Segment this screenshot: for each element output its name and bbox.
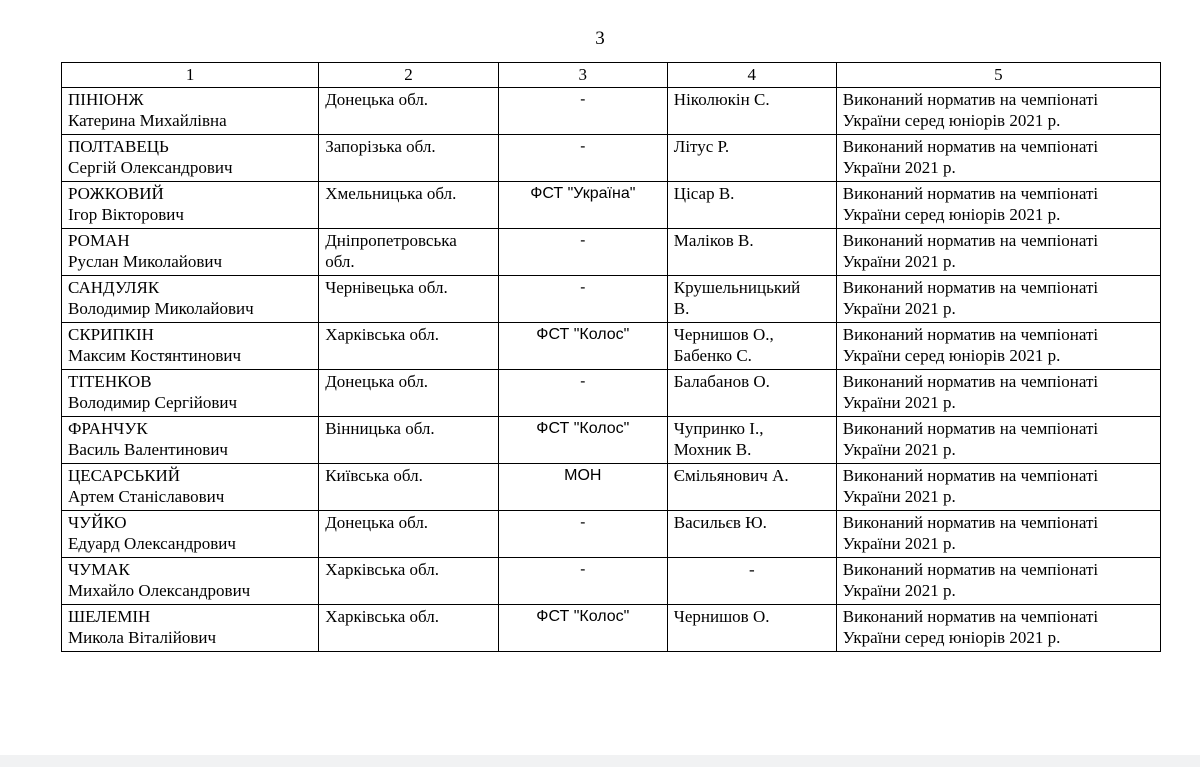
- table-row: [62, 605, 1161, 652]
- coach-cell: [667, 229, 836, 276]
- note-text: Виконаний норматив на чемпіонаті: [842, 90, 1099, 109]
- viewer-bottom-bar: [0, 755, 1200, 767]
- athlete-surname: РОЖКОВИЙ: [68, 184, 164, 203]
- note-cell: [836, 229, 1160, 276]
- note-cell: [836, 511, 1160, 558]
- organization-cell: [498, 417, 667, 464]
- page-number: 3: [595, 28, 605, 49]
- column-header: 3: [498, 63, 667, 88]
- table-row: [62, 558, 1161, 605]
- note-text: Виконаний норматив на чемпіонаті: [842, 607, 1099, 626]
- note-text: України 2021 р.: [842, 487, 956, 506]
- region-cell: [319, 323, 499, 370]
- athlete-surname: СКРИПКІН: [68, 325, 154, 344]
- note-text: України 2021 р.: [842, 393, 956, 412]
- region-cell: [319, 88, 499, 135]
- organization-cell: [498, 323, 667, 370]
- athlete-given-names: Едуард Олександрович: [68, 534, 236, 553]
- region-cell: [319, 464, 499, 511]
- coach-text: Балабанов О.: [673, 372, 770, 391]
- table-row: [62, 182, 1161, 229]
- note-text: України серед юніорів 2021 р.: [842, 205, 1061, 224]
- region-cell: [319, 182, 499, 229]
- note-text: Виконаний норматив на чемпіонаті: [842, 513, 1099, 532]
- note-cell: [836, 88, 1160, 135]
- organization-cell: [498, 88, 667, 135]
- athlete-surname: ПОЛТАВЕЦЬ: [68, 137, 169, 156]
- coach-text: Васильєв Ю.: [673, 513, 767, 532]
- note-text: Виконаний норматив на чемпіонаті: [842, 278, 1099, 297]
- note-text: Виконаний норматив на чемпіонаті: [842, 372, 1099, 391]
- region-cell: [319, 370, 499, 417]
- table-row: [62, 135, 1161, 182]
- athlete-given-names: Максим Костянтинович: [68, 346, 242, 365]
- organization-text: ФСТ "Колос": [536, 608, 630, 625]
- athlete-given-names: Володимир Сергійович: [68, 393, 238, 412]
- note-cell: [836, 135, 1160, 182]
- note-text: України 2021 р.: [842, 581, 956, 600]
- athlete-table: [61, 62, 1161, 652]
- coach-text: Літус Р.: [673, 137, 730, 156]
- organization-text: -: [580, 279, 586, 296]
- athlete-surname: ТІТЕНКОВ: [68, 372, 152, 391]
- table-row: [62, 323, 1161, 370]
- athlete-name-cell: [62, 605, 319, 652]
- table-row: [62, 229, 1161, 276]
- region-text: Чернівецька обл.: [325, 278, 448, 297]
- region-cell: [319, 605, 499, 652]
- coach-text: В.: [673, 299, 690, 318]
- region-cell: [319, 135, 499, 182]
- organization-cell: [498, 182, 667, 229]
- note-text: Виконаний норматив на чемпіонаті: [842, 466, 1099, 485]
- note-text: України 2021 р.: [842, 252, 956, 271]
- organization-text: ФСТ "Україна": [530, 185, 636, 202]
- region-text: Харківська обл.: [325, 607, 439, 626]
- coach-cell: [667, 88, 836, 135]
- athlete-name-cell: [62, 417, 319, 464]
- note-cell: [836, 370, 1160, 417]
- region-text: Хмельницька обл.: [325, 184, 457, 203]
- organization-text: -: [580, 91, 586, 108]
- coach-cell: [667, 135, 836, 182]
- note-cell: [836, 417, 1160, 464]
- table-row: [62, 417, 1161, 464]
- organization-text: -: [580, 561, 586, 578]
- coach-text: Ємільянович А.: [673, 466, 789, 485]
- region-cell: [319, 511, 499, 558]
- table-row: [62, 464, 1161, 511]
- coach-cell: [667, 605, 836, 652]
- coach-text: Цісар В.: [673, 184, 735, 203]
- table-row: [62, 88, 1161, 135]
- coach-text: Чернишов О.: [673, 607, 770, 626]
- region-text: Донецька обл.: [325, 513, 429, 532]
- table-row: [62, 370, 1161, 417]
- note-text: України серед юніорів 2021 р.: [842, 628, 1061, 647]
- athlete-given-names: Василь Валентинович: [68, 440, 228, 459]
- athlete-given-names: Ігор Вікторович: [68, 205, 184, 224]
- note-text: Виконаний норматив на чемпіонаті: [842, 137, 1099, 156]
- athlete-name-cell: [62, 229, 319, 276]
- note-text: України 2021 р.: [842, 158, 956, 177]
- organization-text: -: [580, 373, 586, 390]
- athlete-name-cell: [62, 370, 319, 417]
- table-body: [62, 88, 1161, 652]
- organization-cell: [498, 229, 667, 276]
- column-header: 2: [319, 63, 499, 88]
- coach-text: -: [748, 560, 755, 579]
- region-text: Дніпропетровська: [325, 231, 457, 250]
- athlete-surname: ЦЕСАРСЬКИЙ: [68, 466, 181, 485]
- coach-cell: [667, 558, 836, 605]
- athlete-surname: ПІНІОНЖ: [68, 90, 144, 109]
- athlete-name-cell: [62, 464, 319, 511]
- coach-text: Ніколюкін С.: [673, 90, 770, 109]
- coach-text: Чупринко І.,: [673, 419, 764, 438]
- note-text: України серед юніорів 2021 р.: [842, 346, 1061, 365]
- region-text: Харківська обл.: [325, 560, 439, 579]
- note-cell: [836, 182, 1160, 229]
- organization-cell: [498, 464, 667, 511]
- organization-cell: [498, 370, 667, 417]
- table-header-row: [62, 63, 1161, 88]
- athlete-name-cell: [62, 323, 319, 370]
- note-text: Виконаний норматив на чемпіонаті: [842, 560, 1099, 579]
- organization-text: -: [580, 232, 586, 249]
- organization-text: ФСТ "Колос": [536, 326, 630, 343]
- coach-cell: [667, 370, 836, 417]
- athlete-surname: ШЕЛЕМІН: [68, 607, 151, 626]
- organization-text: МОН: [564, 467, 602, 484]
- organization-cell: [498, 558, 667, 605]
- region-text: Донецька обл.: [325, 372, 429, 391]
- coach-text: Маліков В.: [673, 231, 754, 250]
- note-cell: [836, 464, 1160, 511]
- region-cell: [319, 558, 499, 605]
- region-text: обл.: [325, 252, 355, 271]
- column-header: 1: [62, 63, 319, 88]
- coach-cell: [667, 511, 836, 558]
- coach-text: Бабенко С.: [673, 346, 752, 365]
- note-text: України 2021 р.: [842, 299, 956, 318]
- organization-cell: [498, 605, 667, 652]
- note-text: України серед юніорів 2021 р.: [842, 111, 1061, 130]
- note-cell: [836, 323, 1160, 370]
- coach-text: Крушельницький: [673, 278, 801, 297]
- note-text: України 2021 р.: [842, 440, 956, 459]
- athlete-given-names: Михайло Олександрович: [68, 581, 251, 600]
- note-cell: [836, 605, 1160, 652]
- table-row: [62, 511, 1161, 558]
- coach-cell: [667, 276, 836, 323]
- coach-text: Мохник В.: [673, 440, 752, 459]
- coach-text: Чернишов О.,: [673, 325, 774, 344]
- region-cell: [319, 229, 499, 276]
- athlete-name-cell: [62, 88, 319, 135]
- table-row: [62, 276, 1161, 323]
- athlete-given-names: Руслан Миколайович: [68, 252, 223, 271]
- note-cell: [836, 276, 1160, 323]
- organization-cell: [498, 511, 667, 558]
- region-cell: [319, 276, 499, 323]
- region-cell: [319, 417, 499, 464]
- organization-text: ФСТ "Колос": [536, 420, 630, 437]
- athlete-name-cell: [62, 135, 319, 182]
- athlete-name-cell: [62, 511, 319, 558]
- note-text: Виконаний норматив на чемпіонаті: [842, 184, 1099, 203]
- note-text: Виконаний норматив на чемпіонаті: [842, 325, 1099, 344]
- column-header: 4: [667, 63, 836, 88]
- organization-cell: [498, 276, 667, 323]
- athlete-given-names: Володимир Миколайович: [68, 299, 254, 318]
- note-text: Виконаний норматив на чемпіонаті: [842, 419, 1099, 438]
- note-text: України 2021 р.: [842, 534, 956, 553]
- region-text: Донецька обл.: [325, 90, 429, 109]
- athlete-surname: РОМАН: [68, 231, 130, 250]
- athlete-given-names: Микола Віталійович: [68, 628, 217, 647]
- athlete-surname: ФРАНЧУК: [68, 419, 148, 438]
- coach-cell: [667, 417, 836, 464]
- region-text: Київська обл.: [325, 466, 423, 485]
- organization-text: -: [580, 514, 586, 531]
- athlete-given-names: Катерина Михайлівна: [68, 111, 227, 130]
- region-text: Харківська обл.: [325, 325, 439, 344]
- coach-cell: [667, 323, 836, 370]
- column-header: 5: [836, 63, 1160, 88]
- region-text: Запорізька обл.: [325, 137, 436, 156]
- athlete-name-cell: [62, 276, 319, 323]
- athlete-given-names: Артем Станіславович: [68, 487, 225, 506]
- athlete-name-cell: [62, 182, 319, 229]
- organization-text: -: [580, 138, 586, 155]
- organization-cell: [498, 135, 667, 182]
- coach-cell: [667, 464, 836, 511]
- note-cell: [836, 558, 1160, 605]
- athlete-given-names: Сергій Олександрович: [68, 158, 233, 177]
- coach-cell: [667, 182, 836, 229]
- region-text: Вінницька обл.: [325, 419, 435, 438]
- note-text: Виконаний норматив на чемпіонаті: [842, 231, 1099, 250]
- athlete-surname: ЧУЙКО: [68, 513, 127, 532]
- athlete-surname: САНДУЛЯК: [68, 278, 160, 297]
- athlete-surname: ЧУМАК: [68, 560, 130, 579]
- athlete-name-cell: [62, 558, 319, 605]
